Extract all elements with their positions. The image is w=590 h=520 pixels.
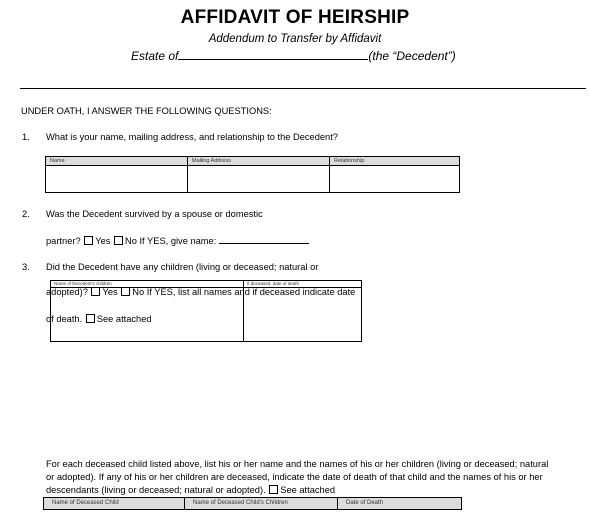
question-3-line2 — [46, 287, 355, 297]
deceased-see-attached-label: See attached — [280, 485, 336, 495]
document-title: AFFIDAVIT OF HEIRSHIP — [180, 7, 410, 28]
question-2-number: 2. — [22, 209, 30, 219]
divider — [20, 88, 586, 89]
spouse-yes-label: Yes — [95, 236, 111, 246]
deceased-children-line3 — [46, 485, 335, 495]
spouse-name-field[interactable] — [219, 235, 309, 244]
relationship-cell[interactable] — [330, 166, 460, 193]
question-1-text: What is your name, mailing address, and relationship to the Decedent? — [46, 132, 338, 142]
question-3-prefix: adopted)? — [46, 287, 88, 297]
question-2-prefix: partner? — [46, 236, 81, 246]
table-header-deceased-child: Name of Deceased Child — [44, 498, 185, 510]
spouse-yes-checkbox[interactable] — [84, 236, 93, 245]
question-2-line2 — [46, 235, 309, 246]
deceased-see-attached-checkbox[interactable] — [269, 485, 278, 494]
children-yes-label: Yes — [102, 287, 118, 297]
question-3-line3-prefix: of death. — [46, 314, 83, 324]
estate-line — [131, 48, 456, 63]
deceased-children-table — [43, 497, 462, 510]
table-header-mailing-address: Mailing Address — [188, 157, 330, 166]
question-2-line1: Was the Decedent survived by a spouse or domestic — [46, 209, 263, 219]
children-no-checkbox[interactable] — [121, 287, 130, 296]
deceased-children-line2: or adopted). If any of his or her children are deceased, indicate the date of death of that child and the names of his or her — [46, 472, 543, 482]
spouse-no-checkbox[interactable] — [114, 236, 123, 245]
deceased-children-line1: For each deceased child listed above, list his or her name and the names of his or her children (living or deceased; natural — [46, 459, 549, 469]
question-3-line1: Did the Decedent have any children (living or deceased; natural or — [46, 262, 319, 272]
children-see-attached-checkbox[interactable] — [86, 314, 95, 323]
oath-intro: UNDER OATH, I ANSWER THE FOLLOWING QUESTIONS: — [21, 106, 272, 116]
question-3-line3 — [46, 314, 152, 324]
estate-name-field[interactable] — [178, 48, 368, 60]
children-yes-checkbox[interactable] — [91, 287, 100, 296]
document-subtitle: Addendum to Transfer by Affidavit — [208, 33, 382, 45]
question-3-number: 3. — [22, 262, 30, 272]
table-header-date-of-death: Date of Death — [338, 498, 462, 510]
mailing-address-cell[interactable] — [188, 166, 330, 193]
children-see-attached-label: See attached — [96, 314, 152, 324]
spouse-no-label: No If YES, give name: — [125, 236, 217, 246]
table-header-children: Name of Decedent's children — [51, 281, 244, 288]
estate-suffix: (the “Decedent”) — [368, 49, 456, 63]
table-header-deceased-child-children: Name of Deceased Child's Children — [185, 498, 338, 510]
table-header-death-date: If deceased, date of death — [244, 281, 362, 288]
children-no-label: No If YES, list all names and if deceased indicate date — [132, 287, 356, 297]
estate-prefix: Estate of — [131, 49, 179, 63]
question-1-table — [45, 156, 460, 193]
name-cell[interactable] — [46, 166, 188, 193]
table-header-name: Name — [46, 157, 188, 166]
question-1-number: 1. — [22, 132, 30, 142]
deceased-children-line3-prefix: descendants (living or deceased; natural or adopted). — [46, 485, 266, 495]
table-header-relationship: Relationship — [330, 157, 460, 166]
